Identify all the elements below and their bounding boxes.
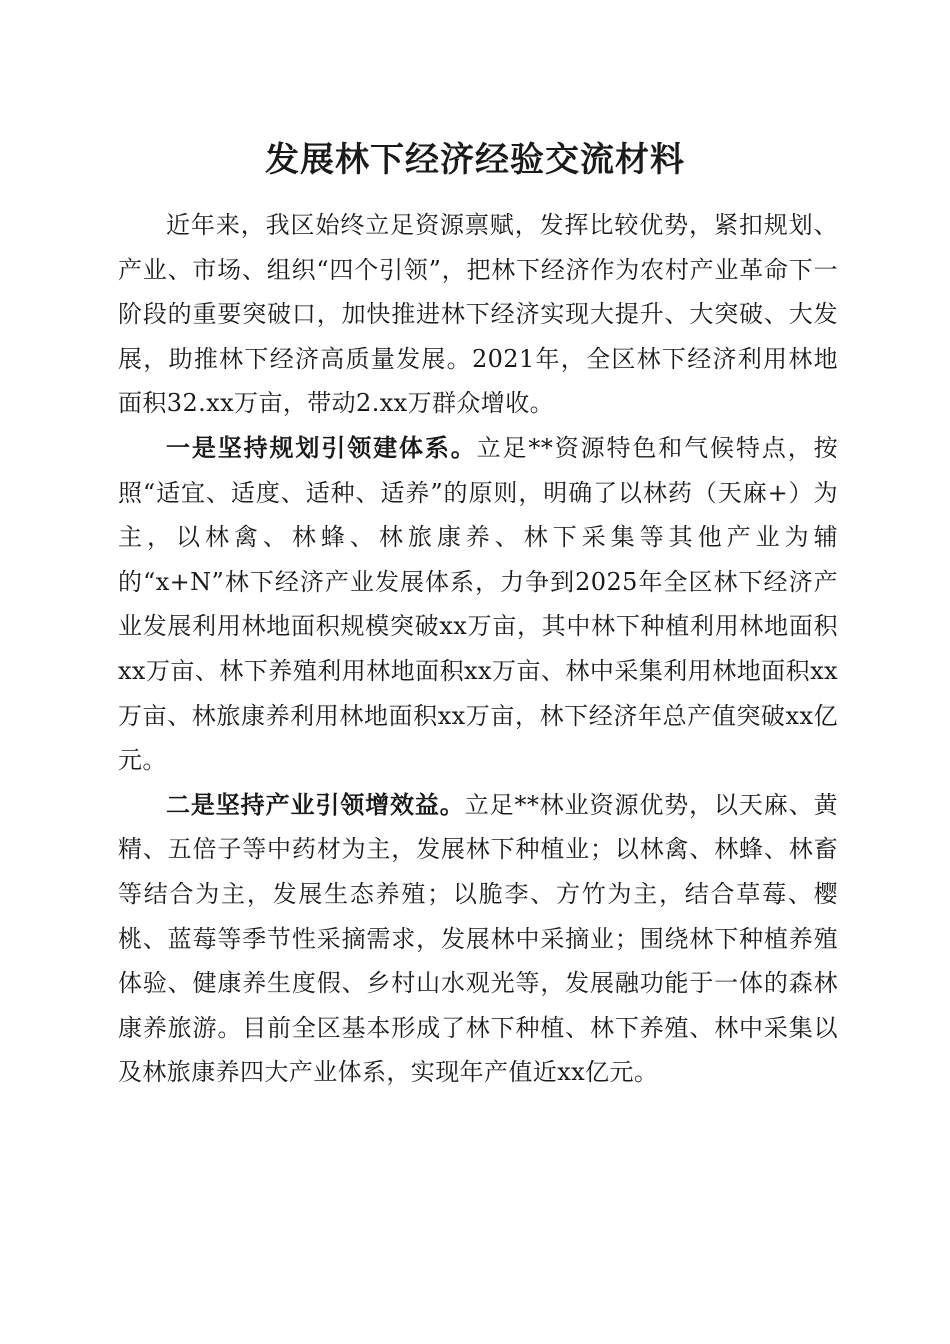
- document-body: [118, 203, 838, 1095]
- paragraph-text: 立足**资源特色和气候特点，按照“适宜、适度、适种、适养”的原则，明确了以林药（天麻+）为主，以林禽、林蜂、林旅康养、林下采集等其他产业为辅的“x+N”林下经济产业发展体系，力争到2025年全区林下经济产业发展利用林地面积规模突破xx万亩，其中林下种植利用林地面积xx万亩、林下养殖利用林地面积xx万亩、林中采集利用林地面积xx万亩、林旅康养利用林地面积xx万亩，林下经济年总产值突破xx亿元。: [118, 433, 838, 775]
- paragraph-planning: [118, 426, 838, 783]
- paragraph-text: 立足**林业资源优势，以天麻、黄精、五倍子等中药材为主，发展林下种植业；以林禽、林蜂、林畜等结合为主，发展生态养殖；以脆李、方竹为主，结合草莓、樱桃、蓝莓等季节性采摘需求，发展林中采摘业；围绕林下种植养殖体验、健康养生度假、乡村山水观光等，发展融功能于一体的森林康养旅游。目前全区基本形成了林下种植、林下养殖、林中采集以及林旅康养四大产业体系，实现年产值近xx亿元。: [118, 790, 838, 1087]
- paragraph-text: 近年来，我区始终立足资源禀赋，发挥比较优势，紧扣规划、产业、市场、组织“四个引领”，把林下经济作为农村产业革命下一阶段的重要突破口，加快推进林下经济实现大提升、大突破、大发展，助推林下经济高质量发展。2021年，全区林下经济利用林地面积32.xx万亩，带动2.xx万群众增收。: [118, 211, 838, 418]
- paragraph-lead: 一是坚持规划引领建体系。: [166, 432, 477, 462]
- document-title: 发展林下经济经验交流材料: [265, 140, 685, 180]
- paragraph-intro: [118, 203, 838, 426]
- paragraph-industry: [118, 783, 838, 1095]
- paragraph-lead: 二是坚持产业引领增效益。: [166, 789, 465, 819]
